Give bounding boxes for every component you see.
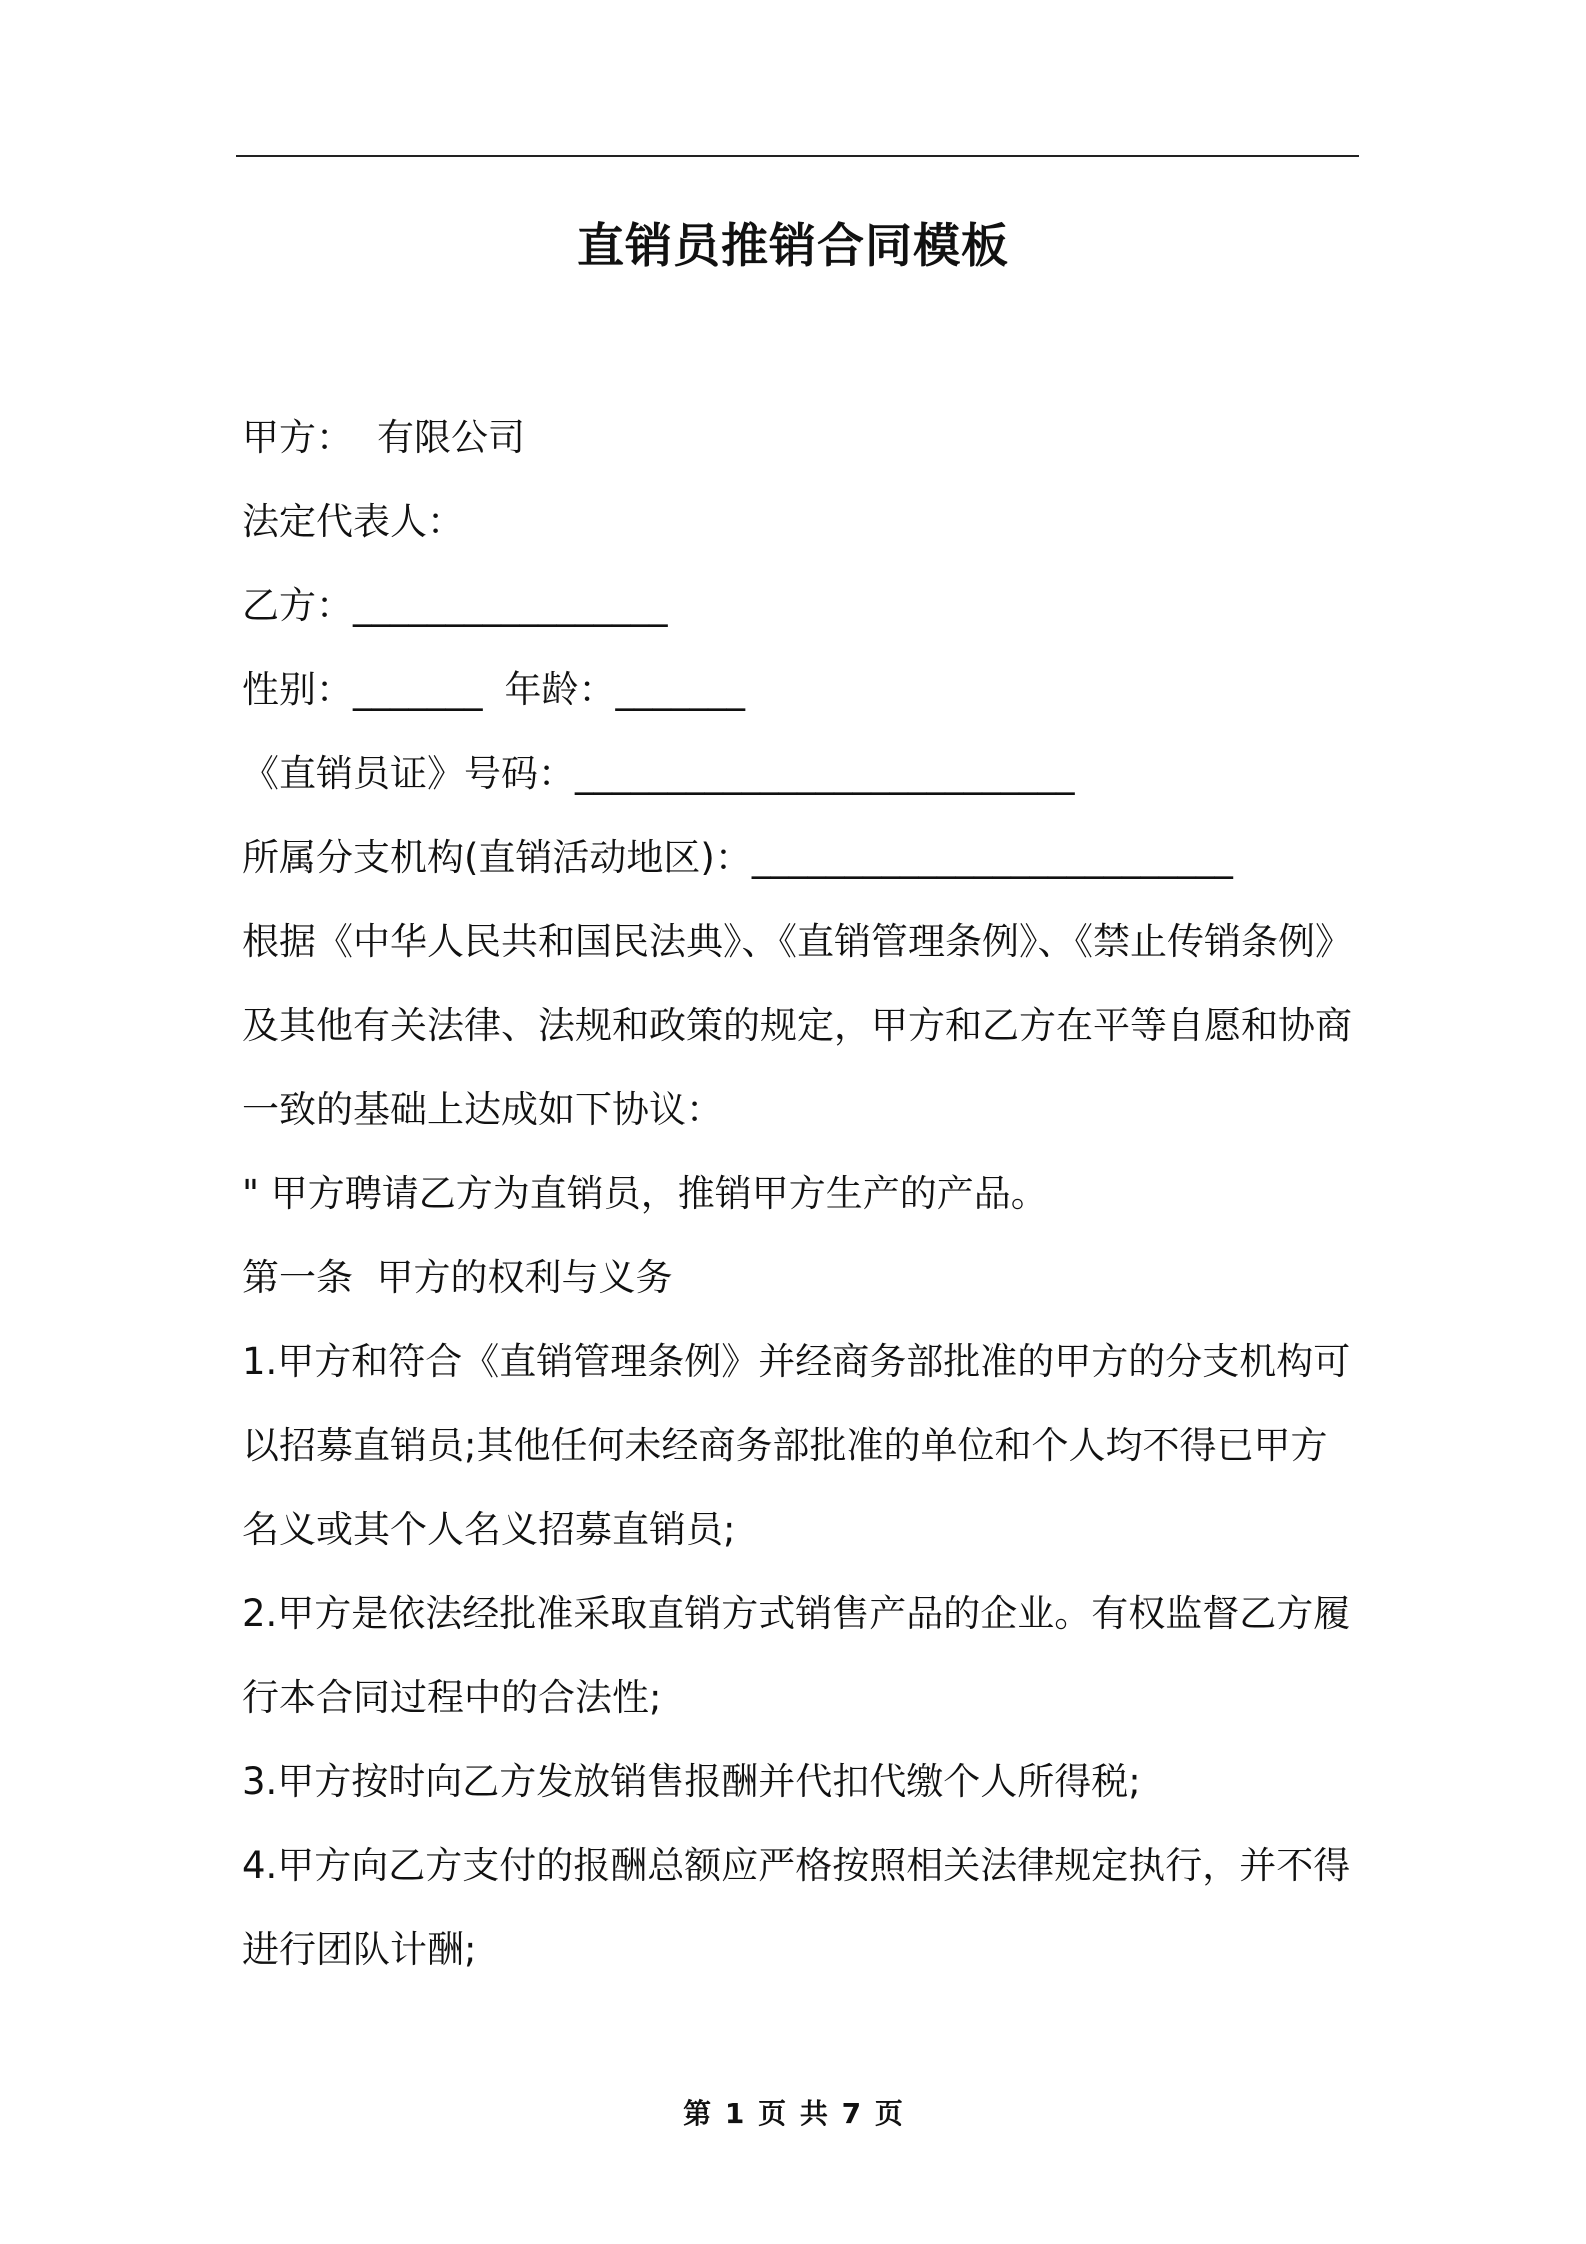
gender-blank: _______ <box>353 668 483 711</box>
legal-rep-line <box>242 480 1362 564</box>
legal-rep-label: 法定代表人： <box>242 500 464 543</box>
body-line: 根据《中华人民共和国民法典》、《直销管理条例》、《禁止传销条例》 <box>242 920 1352 963</box>
body-line: " 甲方聘请乙方为直销员，推销甲方生产的产品。 <box>242 1172 1048 1215</box>
body-line: 一致的基础上达成如下协议： <box>242 1088 723 1131</box>
body-line: 3.甲方按时向乙方发放销售报酬并代扣代缴个人所得税; <box>242 1760 1141 1803</box>
cert-number-line <box>242 732 1362 816</box>
body-line: 行本合同过程中的合法性; <box>242 1676 662 1719</box>
gender-age-line <box>242 648 1362 732</box>
party-a-line <box>242 396 1362 480</box>
party-a-value: 有限公司 <box>377 416 525 459</box>
page-number: 第 1 页 共 7 页 <box>683 2097 903 2130</box>
section-heading: 第一条 甲方的权利与义务 <box>242 1256 673 1299</box>
branch-line <box>242 816 1362 900</box>
body-line: 2.甲方是依法经批准采取直销方式销售产品的企业。有权监督乙方履 <box>242 1592 1351 1635</box>
body-line: 名义或其个人名义招募直销员; <box>242 1508 736 1551</box>
party-b-line <box>242 564 1362 648</box>
party-b-label: 乙方： <box>242 584 353 627</box>
age-label: 年龄： <box>504 668 616 711</box>
age-blank: _______ <box>615 668 745 711</box>
cert-blank: ___________________________ <box>575 752 1075 795</box>
party-b-blank: _________________ <box>353 584 668 627</box>
party-a-label: 甲方： <box>242 416 353 459</box>
body-line: 1.甲方和符合《直销管理条例》并经商务部批准的甲方的分支机构可 <box>242 1340 1351 1383</box>
body-line: 4.甲方向乙方支付的报酬总额应严格按照相关法律规定执行，并不得 <box>242 1844 1351 1887</box>
body-line: 进行团队计酬; <box>242 1928 477 1971</box>
body-line: 及其他有关法律、法规和政策的规定，甲方和乙方在平等自愿和协商 <box>242 1004 1352 1047</box>
body-line: 以招募直销员;其他任何未经商务部批准的单位和个人均不得已甲方 <box>242 1424 1328 1467</box>
gender-label: 性别： <box>242 668 353 711</box>
branch-label: 所属分支机构(直销活动地区)： <box>242 836 752 879</box>
document-body <box>242 396 1362 1992</box>
document-title: 直销员推销合同模板 <box>577 219 1009 274</box>
branch-blank: __________________________ <box>751 836 1233 879</box>
cert-label: 《直销员证》号码： <box>242 752 575 795</box>
header-rule <box>236 155 1359 157</box>
